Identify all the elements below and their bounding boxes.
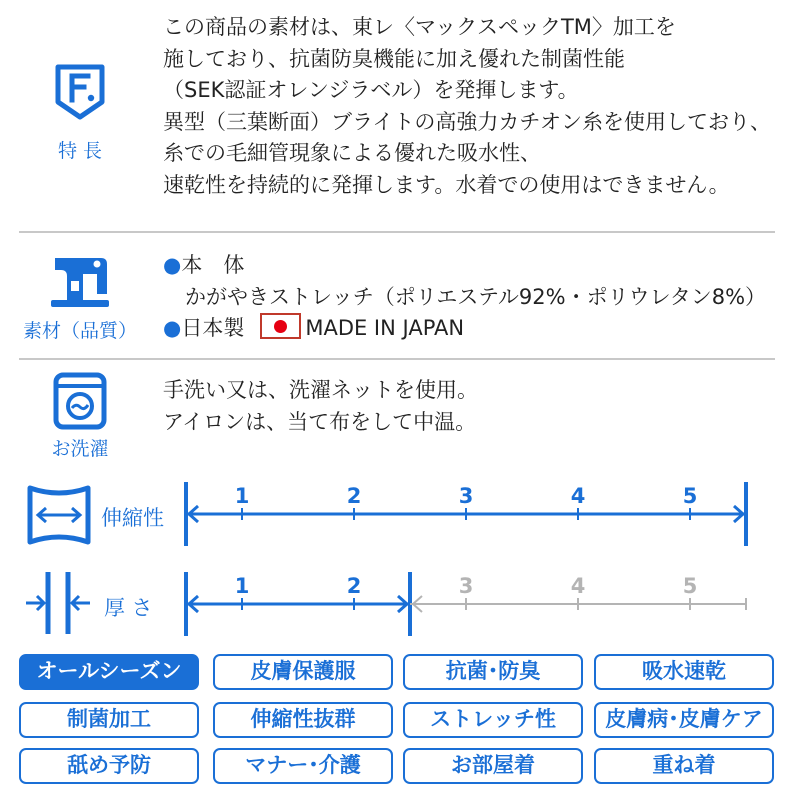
features-label: 特 長 [57, 140, 103, 162]
tag-stretch[interactable]: ストレッチ性 [403, 702, 583, 738]
tag-quick-dry[interactable]: 吸水速乾 [594, 654, 774, 690]
tag-loungewear[interactable]: お部屋着 [403, 748, 583, 784]
stretch-level-label: 5 [682, 484, 698, 508]
features-line: 糸での毛細管現象による優れた吸水性、 [163, 141, 541, 165]
tag-high-elasticity[interactable]: 伸縮性抜群 [213, 702, 393, 738]
stretch-level-label: 3 [458, 484, 474, 508]
tag-manners-care[interactable]: マナー･介護 [213, 748, 393, 784]
material-body-row [163, 250, 766, 282]
features-text [163, 12, 771, 201]
material-icon-column [22, 254, 137, 354]
thickness-level-label: 2 [346, 574, 362, 598]
care-section [0, 360, 800, 460]
features-line: この商品の素材は、東レ〈マックスペックTM〉加工を [163, 15, 676, 39]
features-line: 異型（三葉断面）ブライトの高強力カチオン糸を使用しており、 [163, 109, 771, 134]
tag-skin-protection[interactable]: 皮膚保護服 [213, 654, 393, 690]
thickness-level-label: 3 [458, 574, 474, 598]
care-icon-column [30, 372, 130, 472]
thickness-scale [0, 570, 800, 640]
thickness-label: 厚 さ [104, 596, 153, 620]
material-body-detail: かがやきストレッチ（ポリエステル92%・ポリウレタン8%） [185, 284, 767, 309]
care-text [163, 375, 478, 438]
material-origin: 日本製 [181, 316, 245, 340]
stretch-scale [0, 478, 800, 548]
tag-bacteriostatic[interactable]: 制菌加工 [19, 702, 199, 738]
thickness-level-label: 4 [570, 574, 586, 598]
material-body-title: 本 体 [181, 253, 245, 277]
features-icon-column [30, 64, 130, 164]
care-line: 手洗い又は、洗濯ネットを使用。 [163, 378, 478, 402]
material-text [163, 250, 766, 345]
features-section [0, 0, 800, 230]
tag-antibacterial[interactable]: 抗菌･防臭 [403, 654, 583, 690]
made-in-text: MADE IN JAPAN [305, 316, 465, 340]
washing-machine-icon [53, 372, 107, 430]
stretch-level-label: 4 [570, 484, 586, 508]
tag-skin-care[interactable]: 皮膚病･皮膚ケア [594, 702, 774, 738]
material-origin-row [163, 313, 766, 345]
tag-all-season[interactable]: オールシーズン [19, 654, 199, 690]
thickness-level-label: 1 [234, 574, 250, 598]
pocket-f-icon [55, 64, 105, 120]
care-label: お洗濯 [51, 438, 109, 460]
tag-anti-licking[interactable]: 舐め予防 [19, 748, 199, 784]
features-line: （SEK認証オレンジラベル）を発揮します。 [163, 78, 579, 102]
material-label: 素材（品質） [22, 320, 137, 342]
features-line: 施しており、抗菌防臭機能に加え優れた制菌性能 [163, 46, 625, 71]
bullet-icon: ● [163, 253, 182, 277]
sewing-machine-icon [49, 254, 111, 310]
material-section [0, 232, 800, 358]
stretch-label: 伸縮性 [101, 506, 164, 530]
tag-layering[interactable]: 重ね着 [594, 748, 774, 784]
stretch-level-label: 2 [346, 484, 362, 508]
japan-flag-icon [260, 313, 301, 339]
stretch-level-label: 1 [234, 484, 250, 508]
care-line: アイロンは、当て布をして中温。 [163, 409, 477, 434]
thickness-level-label: 5 [682, 574, 698, 598]
bullet-icon: ● [163, 316, 182, 340]
features-line: 速乾性を持続的に発揮します。水着での使用はできません。 [163, 172, 730, 197]
